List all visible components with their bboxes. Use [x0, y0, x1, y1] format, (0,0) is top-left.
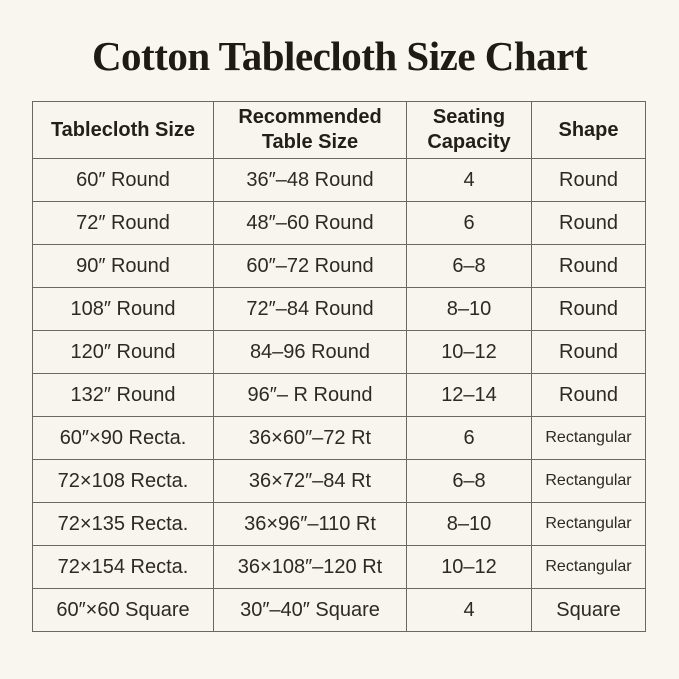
table-cell: 60″ Round	[33, 159, 214, 202]
table-cell: Square	[532, 589, 646, 632]
table-cell: 108″ Round	[33, 288, 214, 331]
table-row	[33, 159, 646, 202]
table-cell: 6	[407, 202, 532, 245]
table-cell: Rectangular	[532, 546, 646, 589]
header-row	[33, 102, 646, 159]
table-cell: 60″×60 Square	[33, 589, 214, 632]
table-row	[33, 503, 646, 546]
table-cell: 36×108″–120 Rt	[214, 546, 407, 589]
table-cell: Round	[532, 202, 646, 245]
table-cell: 30″–40″ Square	[214, 589, 407, 632]
table-row	[33, 202, 646, 245]
table-cell: 10–12	[407, 331, 532, 374]
table-cell: Round	[532, 159, 646, 202]
table-cell: 72×135 Recta.	[33, 503, 214, 546]
tablecloth-size-chart-table	[32, 101, 646, 632]
table-cell: 72×108 Recta.	[33, 460, 214, 503]
table-cell: 12–14	[407, 374, 532, 417]
table-cell: 120″ Round	[33, 331, 214, 374]
table-cell: 6	[407, 417, 532, 460]
table-cell: 60″–72 Round	[214, 245, 407, 288]
table-cell: 36″–48 Round	[214, 159, 407, 202]
table-cell: 8–10	[407, 288, 532, 331]
column-header: Recommended Table Size	[214, 102, 407, 159]
table-cell: 60″×90 Recta.	[33, 417, 214, 460]
column-header: Tablecloth Size	[33, 102, 214, 159]
table-cell: 90″ Round	[33, 245, 214, 288]
table-cell: 6–8	[407, 245, 532, 288]
table-row	[33, 546, 646, 589]
table-row	[33, 288, 646, 331]
table-header	[33, 102, 646, 159]
table-cell: 72″ Round	[33, 202, 214, 245]
table-row	[33, 331, 646, 374]
table-cell: Rectangular	[532, 460, 646, 503]
table-cell: 4	[407, 589, 532, 632]
table-cell: 36×72″–84 Rt	[214, 460, 407, 503]
table-row	[33, 245, 646, 288]
table-cell: 10–12	[407, 546, 532, 589]
table-cell: Round	[532, 245, 646, 288]
column-header: Seating Capacity	[407, 102, 532, 159]
table-row	[33, 460, 646, 503]
table-cell: Round	[532, 288, 646, 331]
table-row	[33, 374, 646, 417]
table-body	[33, 159, 646, 632]
table-cell: 72″–84 Round	[214, 288, 407, 331]
table-cell: Rectangular	[532, 417, 646, 460]
table-cell: Rectangular	[532, 503, 646, 546]
table-cell: Round	[532, 374, 646, 417]
table-cell: 36×60″–72 Rt	[214, 417, 407, 460]
column-header: Shape	[532, 102, 646, 159]
table-row	[33, 417, 646, 460]
table-cell: 6–8	[407, 460, 532, 503]
table-cell: 4	[407, 159, 532, 202]
table-row	[33, 589, 646, 632]
table-cell: 84–96 Round	[214, 331, 407, 374]
table-cell: 72×154 Recta.	[33, 546, 214, 589]
table-cell: 36×96″–110 Rt	[214, 503, 407, 546]
table-cell: Round	[532, 331, 646, 374]
table-cell: 96″– R Round	[214, 374, 407, 417]
table-cell: 132″ Round	[33, 374, 214, 417]
page-title: Cotton Tablecloth Size Chart	[91, 33, 588, 79]
table-cell: 48″–60 Round	[214, 202, 407, 245]
table-cell: 8–10	[407, 503, 532, 546]
